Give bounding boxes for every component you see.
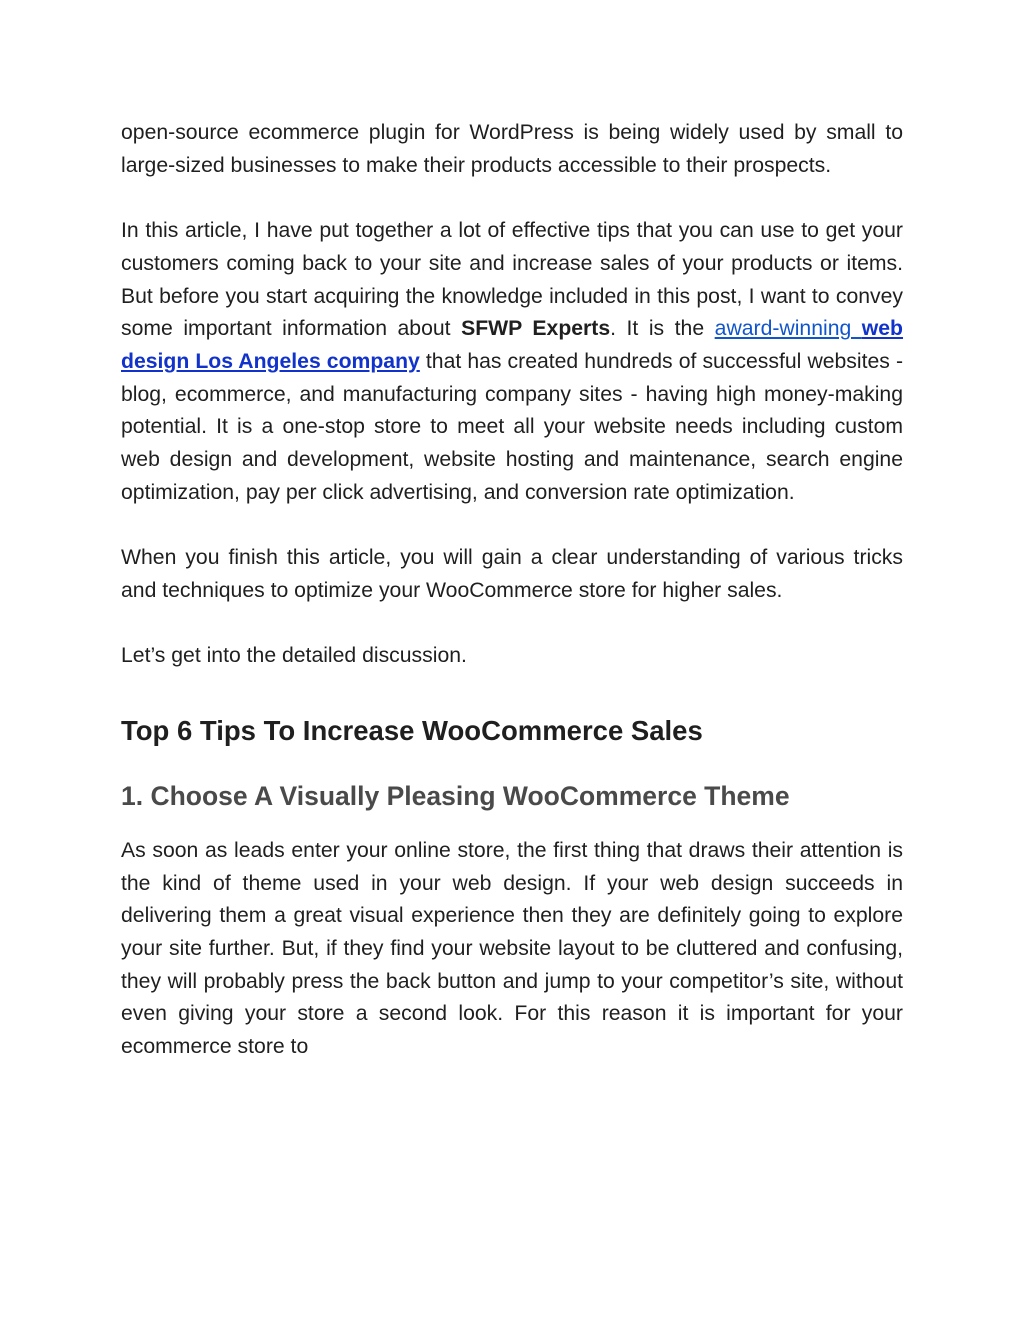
section-1-paragraph: As soon as leads enter your online store, the first thing that draws their attention is the kind of theme used in your web design. If your web design succeeds in delivering them a great visual experience then they are definitely going to explore your site further. But, if they find your website layout to be cluttered and confusing, they will probably press the back button and jump to your competitor’s site, without even giving your store a second look. For this reason it is important for your ecommerce store to [121, 838, 903, 1059]
finish-paragraph: When you finish this article, you will gain a clear understanding of various tricks and techniques to optimize your WooCommerce store for higher sales. [121, 546, 903, 602]
discussion-paragraph: Let’s get into the detailed discussion. [121, 644, 467, 668]
article-text-part2: . It is the [610, 317, 715, 341]
article-intro-paragraph [121, 215, 903, 509]
web-design-company-link[interactable]: web design Los Angeles company [121, 317, 904, 373]
article-text-part1: In this article, I have put together a lot of effective tips that you can use to get your customers coming back to your site and increase sales of your products or items. But before you start acquiring the knowledge included in this post, I want to convey some important information about [121, 219, 903, 341]
article-text-part3: that has created hundreds of successful websites - blog, ecommerce, and manufacturing company sites - having high money-making potential. It is a one-stop store to meet all your website needs including custom web design and development, website hosting and maintenance, search engine optimization, pay per click advertising, and conversion rate optimization. [121, 349, 904, 504]
main-heading: Top 6 Tips To Increase WooCommerce Sales [121, 714, 703, 746]
brand-name: SFWP Experts [461, 317, 611, 341]
document-page [121, 117, 903, 1064]
intro-paragraph: open-source ecommerce plugin for WordPress is being widely used by small to large-sized businesses to make their products accessible to their prospects. [121, 121, 903, 177]
section-1-heading: 1. Choose A Visually Pleasing WooCommerce Theme [121, 780, 790, 811]
award-winning-link[interactable]: award-winning [714, 317, 862, 341]
